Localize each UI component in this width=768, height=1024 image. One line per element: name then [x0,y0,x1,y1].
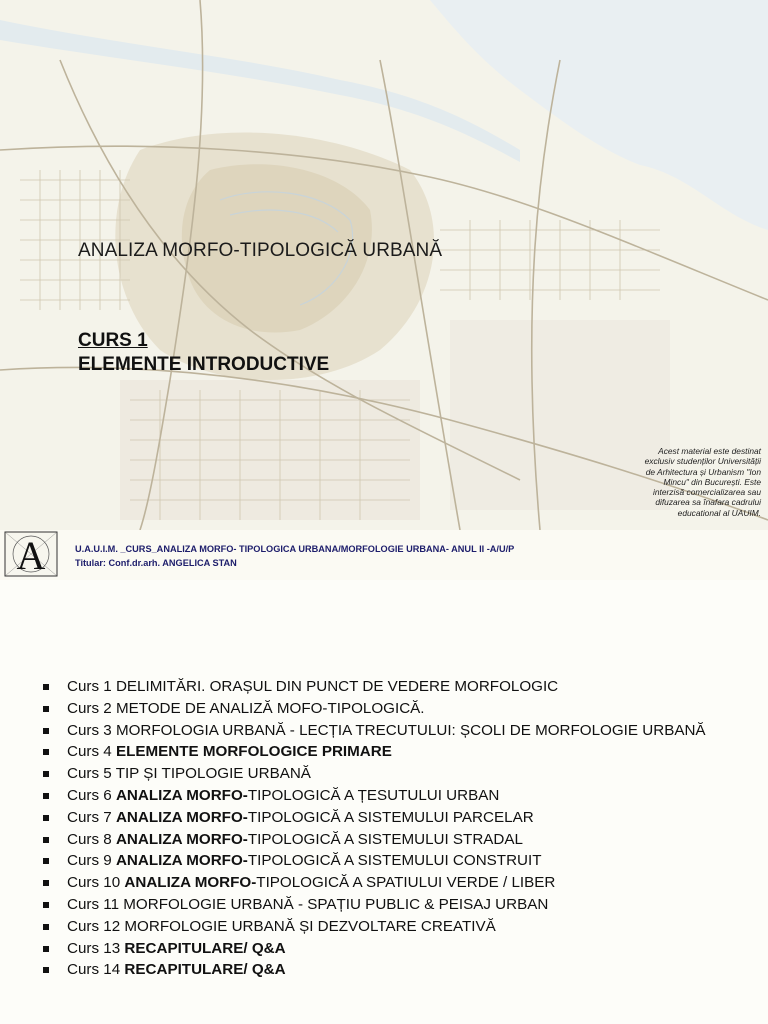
course-title: TIPOLOGICĂ A SISTEMULUI STRADAL [247,830,523,848]
svg-text:A: A [16,533,46,577]
course-prefix: Curs 12 [67,917,125,935]
copyright-disclaimer: Acest material este destinat exclusiv studenților Universității de Arhitectura și Urbanism "Ion Mincu" din București. Este interzisă comercializarea sau difuzarea sa înafara cadrului educational al UAUIM. [644,446,761,518]
course-list [42,676,742,981]
slide-footer [0,530,640,580]
course-prefix: Curs 11 [67,895,124,913]
list-item [42,807,742,829]
footer-course-info: U.A.U.I.M. _CURS_ANALIZA MORFO- TIPOLOGICA URBANA/MORFOLOGIE URBANA- ANUL II -A/U/P [75,544,515,554]
course-prefix: Curs 1 [67,678,116,695]
course-title: MORFOLOGIE URBANĂ - SPAȚIU PUBLIC & PEISAJ URBAN [123,895,549,913]
course-title-bold: RECAPITULARE/ Q&A [124,939,286,957]
course-subtitle: ELEMENTE INTRODUCTIVE [78,354,330,375]
list-item [42,763,742,785]
course-title: TIPOLOGICĂ A SISTEMULUI PARCELAR [247,808,534,826]
course-prefix: Curs 6 [67,786,116,804]
list-item [42,850,742,872]
course-title: DELIMITĂRI. ORAȘUL DIN PUNCT DE VEDERE MORFOLOGIC [115,678,559,695]
course-title-bold: ANALIZA MORFO- [115,852,248,870]
course-title-bold: ANALIZA MORFO- [115,830,248,848]
list-item [42,676,742,698]
course-title-bold: ELEMENTE MORFOLOGICE PRIMARE [115,743,392,761]
course-prefix: Curs 7 [67,808,116,826]
course-title-bold: RECAPITULARE/ Q&A [124,961,286,979]
course-title: MORFOLOGIE URBANĂ ȘI DEZVOLTARE CREATIVĂ [124,917,496,935]
list-item [42,720,742,742]
list-item [42,894,742,916]
course-title-bold: ANALIZA MORFO- [115,786,248,804]
course-title-bold: ANALIZA MORFO- [115,808,248,826]
course-prefix: Curs 10 [67,874,125,892]
course-prefix: Curs 14 [67,961,125,979]
list-item [42,741,742,763]
list-item [42,698,742,720]
course-title: TIPOLOGICĂ A SPATIULUI VERDE / LIBER [256,874,556,892]
list-item [42,916,742,938]
course-prefix: Curs 13 [67,939,125,957]
course-title: MORFOLOGIA URBANĂ - LECȚIA TRECUTULUI: ȘCOLI DE MORFOLOGIE URBANĂ [115,721,706,739]
course-prefix: Curs 9 [67,852,116,870]
course-prefix: Curs 4 [67,743,116,761]
course-list-slide [0,580,768,1024]
course-number-label: CURS 1 [78,330,148,351]
course-title: TIPOLOGICĂ A ȚESUTULUI URBAN [247,786,500,804]
list-item [42,959,742,981]
course-title: METODE DE ANALIZĂ MOFO-TIPOLOGICĂ. [115,699,425,717]
footer-instructor: Titular: Conf.dr.arh. ANGELICA STAN [75,558,237,568]
list-item [42,785,742,807]
list-item [42,829,742,851]
course-prefix: Curs 8 [67,830,116,848]
course-title: TIPOLOGICĂ A SISTEMULUI CONSTRUIT [247,852,542,870]
course-title-bold: ANALIZA MORFO- [124,874,257,892]
presentation-title: ANALIZA MORFO-TIPOLOGICĂ URBANĂ [78,240,443,261]
uauim-logo-icon [4,531,58,577]
course-prefix: Curs 2 [67,699,116,717]
course-prefix: Curs 5 [67,765,116,783]
list-item [42,938,742,960]
course-title: TIP ȘI TIPOLOGIE URBANĂ [115,765,311,783]
list-item [42,872,742,894]
course-prefix: Curs 3 [67,721,116,739]
